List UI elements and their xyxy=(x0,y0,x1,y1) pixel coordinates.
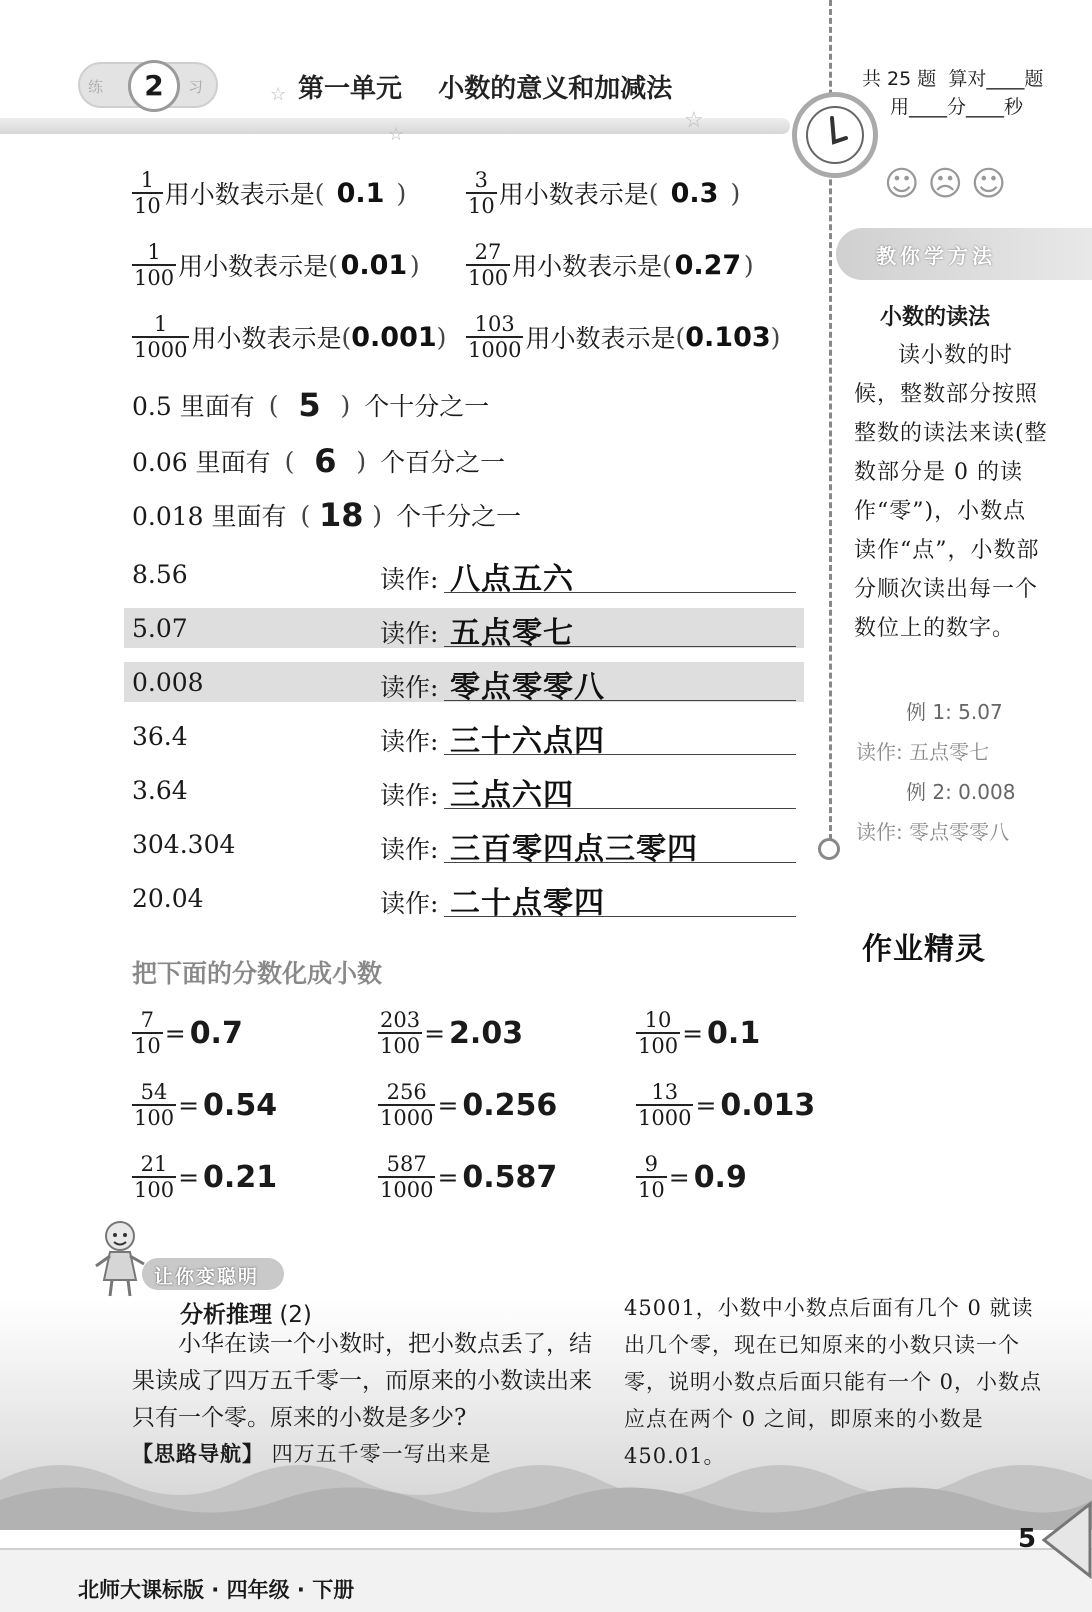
question-text: 0.06 里面有 xyxy=(132,448,271,477)
read-number: 20.04 xyxy=(132,884,204,913)
paren-close: ) xyxy=(396,178,407,208)
answer-field[interactable]: 零点零零八 xyxy=(450,670,605,705)
unit-title: 第一单元 小数的意义和加减法 xyxy=(298,74,673,104)
read-label: 读作: xyxy=(380,565,439,594)
equals-sign: = xyxy=(424,1018,446,1048)
fraction-question xyxy=(466,168,740,218)
fraction: $\frac{7}{10}$ xyxy=(134,1008,161,1058)
star-icon: ☆ xyxy=(684,108,704,133)
question-text: 用小数表示是 xyxy=(164,180,315,209)
conversion-question xyxy=(132,1008,243,1058)
equals-sign: = xyxy=(695,1090,717,1120)
read-label: 读作: xyxy=(380,889,439,918)
paren-close: ) xyxy=(340,390,351,420)
equals-sign: = xyxy=(178,1162,200,1192)
fraction: $\frac{1}{100}$ xyxy=(134,240,175,290)
equals-sign: = xyxy=(437,1090,459,1120)
fraction: $\frac{9}{10}$ xyxy=(638,1152,665,1202)
equals-sign: = xyxy=(682,1018,704,1048)
fraction: $\frac{587}{1000}$ xyxy=(380,1152,434,1202)
read-row xyxy=(124,770,804,813)
read-row xyxy=(124,878,804,921)
thought-label: 【思路导航】 xyxy=(132,1442,264,1466)
answer-field[interactable]: 三十六点四 xyxy=(450,724,605,759)
answer-field[interactable]: 0.01 xyxy=(340,249,408,281)
fraction: $\frac{27}{100}$ xyxy=(468,240,509,290)
paren-close: ) xyxy=(436,322,447,352)
paren-open: ( xyxy=(300,500,311,530)
equals-sign: = xyxy=(437,1162,459,1192)
answer-field[interactable]: 0.103 xyxy=(685,321,771,353)
answer-field[interactable]: 五点零七 xyxy=(450,616,574,651)
answer-field[interactable]: 2.03 xyxy=(449,1015,524,1051)
answer-field[interactable]: 0.27 xyxy=(674,249,742,281)
conversion-question xyxy=(378,1080,557,1130)
fraction-question xyxy=(132,240,420,290)
answer-line xyxy=(444,700,796,701)
equals-sign: = xyxy=(668,1162,690,1192)
read-number: 5.07 xyxy=(132,614,188,643)
fraction: $\frac{103}{1000}$ xyxy=(468,312,522,362)
answer-line xyxy=(444,808,796,809)
side-heading: 小数的读法 xyxy=(880,305,991,330)
paren-close: ) xyxy=(743,250,754,280)
read-row-highlighted xyxy=(124,608,804,651)
analysis-number: (2) xyxy=(279,1302,312,1328)
answer-field[interactable]: 0.21 xyxy=(203,1159,278,1195)
method-banner-text: 教你学方法 xyxy=(876,244,996,268)
read-label: 读作: xyxy=(380,619,439,648)
paren-open: ( xyxy=(268,390,279,420)
read-row-highlighted xyxy=(124,662,804,705)
answer-line xyxy=(444,592,796,593)
paren-open: ( xyxy=(284,446,295,476)
read-number: 8.56 xyxy=(132,560,188,589)
analysis-title: 分析推理 xyxy=(180,1302,272,1328)
answer-field[interactable]: 三百零四点三零四 xyxy=(450,832,698,867)
badge-number: 2 xyxy=(128,60,180,112)
read-number: 304.304 xyxy=(132,830,236,859)
question-text: 0.018 里面有 xyxy=(132,502,287,531)
conversion-question xyxy=(132,1152,277,1202)
side-example-1: 例 1: 5.07 xyxy=(906,700,1003,724)
question-unit: 个千分之一 xyxy=(396,502,522,531)
fraction: $\frac{203}{100}$ xyxy=(380,1008,421,1058)
star-icon: ☆ xyxy=(388,124,405,145)
answer-line xyxy=(444,754,796,755)
answer-field[interactable]: 6 xyxy=(314,442,337,480)
fraction-question xyxy=(466,312,780,362)
read-label: 读作: xyxy=(380,835,439,864)
answer-field[interactable]: 八点五六 xyxy=(450,562,574,597)
paren-close: ) xyxy=(356,446,367,476)
answer-field[interactable]: 0.1 xyxy=(336,177,385,209)
fraction: $\frac{1}{1000}$ xyxy=(134,312,188,362)
problem-text: 小华在读一个小数时，把小数点丢了，结果读成了四万五千零一，而原来的小数读出来只有一个零。原来的小数是多少? xyxy=(132,1331,592,1431)
conversion-question xyxy=(378,1152,557,1202)
question-text: 用小数表示是 xyxy=(525,324,676,353)
thought-start: 四万五千零一写出来是 xyxy=(271,1442,492,1466)
conversion-question xyxy=(378,1008,523,1058)
read-label: 读作: xyxy=(380,727,439,756)
mood-faces-icon: ☺☹☺ xyxy=(884,164,1015,204)
smart-banner-text: 让你变聪明 xyxy=(154,1266,260,1288)
answer-line xyxy=(444,646,796,647)
badge-left-char: 练 xyxy=(88,78,104,96)
read-row xyxy=(124,554,804,597)
question-unit: 个十分之一 xyxy=(364,392,490,421)
thought-continued: 45001，小数中小数点后面有几个 0 就读出几个零，现在已知原来的小数只读一个零，说明小数点后面只能有一个 0，小数点应点在两个 0 之间，即原来的小数是 450.01。 xyxy=(624,1296,1043,1468)
question-text: 用小数表示是 xyxy=(191,324,342,353)
fraction: $\frac{54}{100}$ xyxy=(134,1080,175,1130)
equals-sign: = xyxy=(178,1090,200,1120)
answer-line xyxy=(444,916,796,917)
conversion-question xyxy=(636,1080,815,1130)
answer-field[interactable]: 5 xyxy=(298,386,321,424)
answer-field[interactable]: 0.3 xyxy=(670,177,719,209)
paren-close: ) xyxy=(409,250,420,280)
badge-right-char: 习 xyxy=(188,78,204,96)
read-number: 0.008 xyxy=(132,668,204,697)
score-time: 用____分____秒 xyxy=(890,96,1024,118)
answer-field[interactable]: 0.7 xyxy=(189,1015,243,1051)
side-example-2-read: 读作: 零点零零八 xyxy=(856,820,1010,844)
answer-field[interactable]: 18 xyxy=(319,496,364,534)
read-label: 读作: xyxy=(380,673,439,702)
fraction-question xyxy=(466,240,754,290)
answer-field[interactable]: 二十点零四 xyxy=(450,886,605,921)
page-corner-icon xyxy=(1040,1500,1092,1580)
fraction-question xyxy=(132,312,446,362)
answer-field[interactable]: 0.9 xyxy=(693,1159,747,1195)
answer-field[interactable]: 三点六四 xyxy=(450,778,574,813)
fraction: $\frac{256}{1000}$ xyxy=(380,1080,434,1130)
answer-field[interactable]: 0.587 xyxy=(462,1159,558,1195)
read-label: 读作: xyxy=(380,781,439,810)
read-number: 3.64 xyxy=(132,776,188,805)
clock-face xyxy=(806,106,864,164)
fraction: $\frac{13}{1000}$ xyxy=(638,1080,692,1130)
conversion-question xyxy=(636,1152,747,1202)
paren-open: ( xyxy=(662,250,672,280)
read-row xyxy=(124,716,804,759)
divider-end-icon xyxy=(818,838,840,860)
answer-field[interactable]: 0.001 xyxy=(351,321,437,353)
paren-open: ( xyxy=(314,178,325,208)
section-title: 把下面的分数化成小数 xyxy=(132,959,383,988)
answer-field[interactable]: 0.256 xyxy=(462,1087,558,1123)
score-total: 共 25 题 算对____题 xyxy=(862,68,1044,90)
count-question xyxy=(132,496,521,534)
fraction: $\frac{21}{100}$ xyxy=(134,1152,175,1202)
count-question xyxy=(132,386,489,424)
conversion-question xyxy=(132,1080,277,1130)
analysis-heading xyxy=(180,1296,312,1329)
answer-field[interactable]: 0.013 xyxy=(720,1087,816,1123)
kid-mascot-icon xyxy=(92,1218,148,1298)
edition-label: 北师大课标版 · 四年级 · 下册 xyxy=(78,1578,355,1602)
question-text: 0.5 里面有 xyxy=(132,392,255,421)
paren-close: ) xyxy=(372,500,383,530)
question-unit: 个百分之一 xyxy=(380,448,506,477)
fraction: $\frac{10}{100}$ xyxy=(638,1008,679,1058)
thought-guide xyxy=(132,1436,602,1473)
answer-field[interactable]: 0.1 xyxy=(707,1015,761,1051)
star-icon: ☆ xyxy=(270,84,287,105)
paren-open: ( xyxy=(648,178,659,208)
read-number: 36.4 xyxy=(132,722,188,751)
answer-field[interactable]: 0.54 xyxy=(203,1087,278,1123)
paren-close: ) xyxy=(770,322,781,352)
answer-line xyxy=(444,862,796,863)
conversion-question xyxy=(636,1008,760,1058)
page-number: 5 xyxy=(1018,1524,1037,1554)
paren-open: ( xyxy=(675,322,686,352)
read-row xyxy=(124,824,804,867)
paren-open: ( xyxy=(328,250,338,280)
count-question xyxy=(132,442,505,480)
question-text: 用小数表示是 xyxy=(178,252,329,281)
fraction: $\frac{3}{10}$ xyxy=(468,168,495,218)
equals-sign: = xyxy=(164,1018,186,1048)
fraction: $\frac{1}{10}$ xyxy=(134,168,161,218)
fraction-question xyxy=(132,168,406,218)
paren-close: ) xyxy=(730,178,741,208)
side-example-2: 例 2: 0.008 xyxy=(906,780,1016,804)
side-body: 读小数的时候，整数部分按照整数的读法来读(整数部分是 0 的读作“零”)，小数点读作“点”，小数部分顺次读出每一个数位上的数字。 xyxy=(854,343,1048,641)
question-text: 用小数表示是 xyxy=(512,252,663,281)
signature: 作业精灵 xyxy=(862,932,986,967)
side-example-1-read: 读作: 五点零七 xyxy=(856,740,990,764)
paren-open: ( xyxy=(341,322,352,352)
question-text: 用小数表示是 xyxy=(498,180,649,209)
